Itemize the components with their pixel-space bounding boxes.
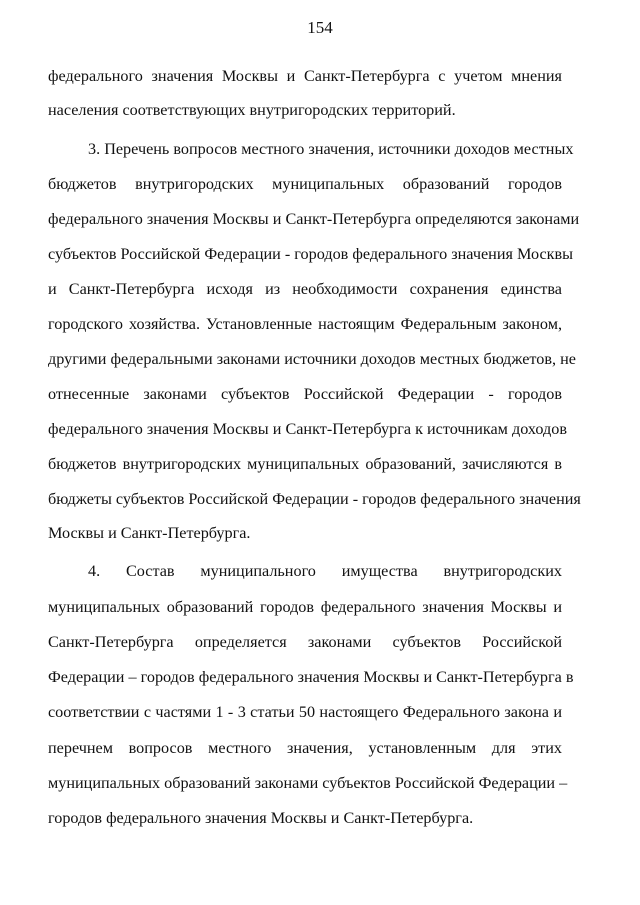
page-number: 154 bbox=[307, 18, 333, 37]
text-line: соответствии с частями 1 - 3 статьи 50 настоящего Федерального закона и bbox=[48, 703, 562, 721]
text-line: отнесенные законами субъектов Российской Федерации - городов bbox=[48, 385, 562, 403]
text-line: городов федерального значения Москвы и Санкт-Петербурга. bbox=[48, 809, 474, 827]
text-line: Москвы и Санкт-Петербурга. bbox=[48, 524, 251, 542]
text-line: перечнем вопросов местного значения, установленным для этих bbox=[48, 739, 562, 757]
text-line: муниципальных образований городов федерального значения Москвы и bbox=[48, 598, 562, 616]
text-line: бюджеты субъектов Российской Федерации - городов федерального значения bbox=[48, 490, 581, 508]
text-line: федерального значения Москвы и Санкт-Петербурга определяются законами bbox=[48, 210, 580, 228]
text-line: федерального значения Москвы и Санкт-Петербурга с учетом мнения bbox=[48, 67, 562, 85]
text-line: 3. Перечень вопросов местного значения, источники доходов местных bbox=[88, 140, 574, 158]
text-line: бюджетов внутригородских муниципальных образований, зачисляются в bbox=[48, 455, 562, 473]
text-line: муниципальных образований законами субъектов Российской Федерации – bbox=[48, 774, 568, 792]
text-line: населения соответствующих внутригородских территорий. bbox=[48, 101, 456, 119]
text-line: субъектов Российской Федерации - городов федерального значения Москвы bbox=[48, 245, 574, 263]
text-line: Санкт-Петербурга определяется законами субъектов Российской bbox=[48, 633, 562, 651]
text-line: федерального значения Москвы и Санкт-Петербурга к источникам доходов bbox=[48, 420, 567, 438]
text-line: городского хозяйства. Установленные настоящим Федеральным законом, bbox=[48, 315, 562, 333]
text-line: Федерации – городов федерального значения Москвы и Санкт-Петербурга в bbox=[48, 668, 574, 686]
text-line: 4. Состав муниципального имущества внутригородских bbox=[88, 562, 562, 580]
text-line: и Санкт-Петербурга исходя из необходимости сохранения единства bbox=[48, 280, 562, 298]
text-line: бюджетов внутригородских муниципальных образований городов bbox=[48, 175, 562, 193]
text-line: другими федеральными законами источники доходов местных бюджетов, не bbox=[48, 350, 576, 368]
